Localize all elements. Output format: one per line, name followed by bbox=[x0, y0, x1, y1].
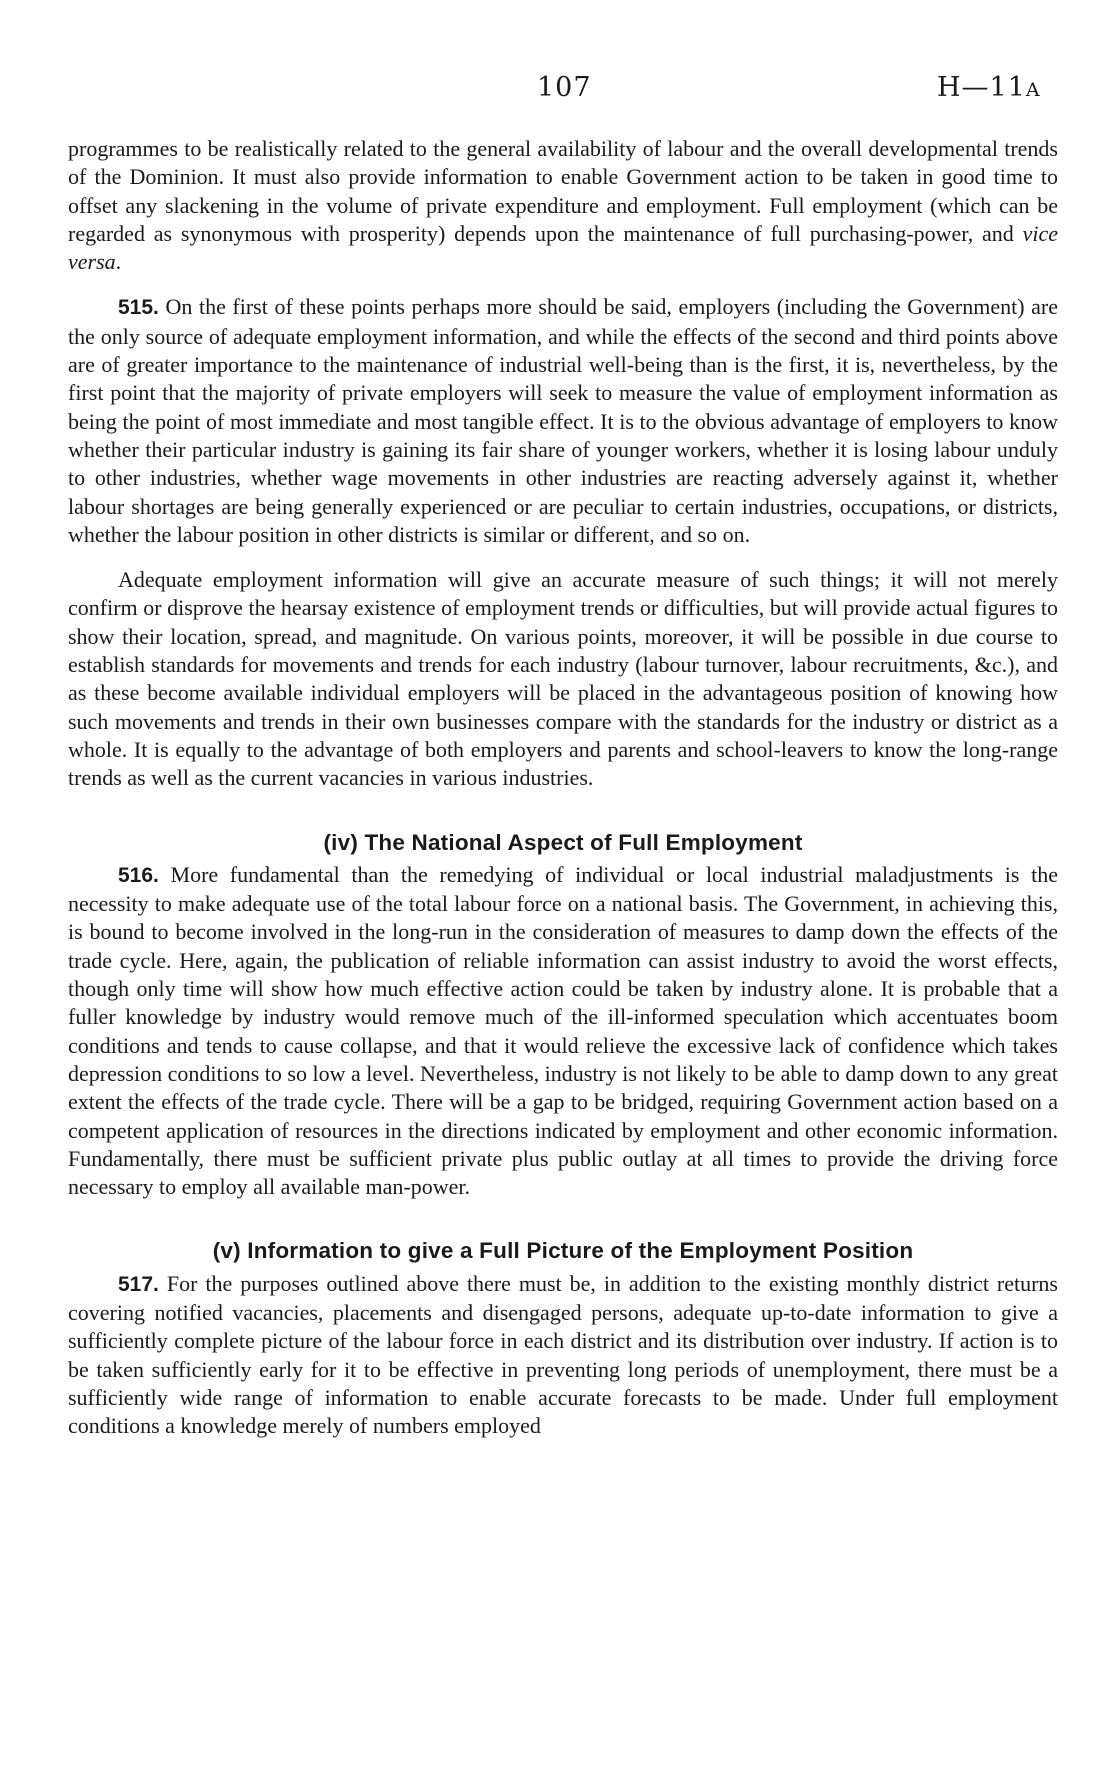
paragraph-text: More fundamental than the remedying of individual or local industrial maladjustments is the necessity to make adequate use of the total labour force on a national basis. The Government, in achieving this, is bound to become involved in the long-run in the consideration of measures to damp down the effects of the trade cycle. Here, again, the publication of reliable information can assist industry to avoid the worst effects, though only time will show how much effective action could be taken by industry alone. It is probable that a fuller knowledge by industry would remove much of the ill-informed speculation which accentuates boom conditions and tends to cause collapse, and that it would relieve the excessive lack of confidence which takes depression conditions to so low a level. Nevertheless, industry is not likely to be able to damp down to any great extent the effects of the trade cycle. There will be a gap to be bridged, requiring Government action based on a competent application of resources in the directions indicated by employment and other economic information. Fundamentally, there must be sufficient private plus public outlay at all times to provide the driving force necessary to employ all available man-power. bbox=[68, 861, 1058, 1200]
paragraph-515-second bbox=[68, 566, 1058, 792]
paragraph-text: For the purposes outlined above there must be, in addition to the existing monthly district returns covering notified vacancies, placements and disengaged persons, adequate up-to-date information to give a sufficiently complete picture of the labour force in each district and its distribution over industry. If action is to be taken sufficiently early for it to be effective in preventing long periods of unemployment, there must be a sufficiently wide range of information to enable accurate forecasts to be made. Under full employment conditions a knowledge merely of numbers employed bbox=[68, 1270, 1058, 1439]
paragraph-number: 517. bbox=[118, 1272, 159, 1296]
paragraph-number: 516. bbox=[118, 863, 159, 887]
paragraph-text: Adequate employment information will give an accurate measure of such things; it will not merely confirm or disprove the hearsay existence of employment trends or difficulties, but will provide actual figures to show their location, spread, and magnitude. On various points, moreover, it will be possible in due course to establish standards for movements and trends for each industry (labour turnover, labour recruitments, &c.), and as these become available individual employers will be placed in the advantageous position of knowing how such movements and trends in their own businesses compare with the standards for the industry or district as a whole. It is equally to the advantage of both employers and parents and school-leavers to know the long-range trends as well as the current vacancies in various industries. bbox=[68, 567, 1058, 791]
page-header bbox=[0, 72, 1114, 112]
document-code bbox=[937, 72, 1041, 103]
section-heading-iv: (iv) The National Aspect of Full Employment bbox=[323, 829, 803, 855]
paragraph-number: 515. bbox=[118, 296, 159, 320]
paragraph-515 bbox=[68, 293, 1058, 549]
document-body bbox=[68, 135, 1058, 1440]
document-code-suffix: A bbox=[1025, 79, 1041, 101]
section-heading-v: (v) Information to give a Full Picture of the Employment Position bbox=[212, 1238, 914, 1264]
paragraph-514-continued bbox=[68, 135, 1058, 276]
paragraph-text-end: . bbox=[115, 249, 122, 275]
page-number: 107 bbox=[537, 72, 592, 103]
document-code-main: H—11 bbox=[937, 72, 1026, 103]
paragraph-text: On the first of these points perhaps more should be said, employers (including the Government) are the only source of adequate employment information, and while the effects of the second and third points above are of greater importance to the maintenance of industrial well-being than is the first, it is, nevertheless, by the first point that the majority of private employers will seek to measure the value of employment information as being the point of most immediate and most tangible effect. It is to the obvious advantage of employers to know whether their particular industry is gaining its fair share of younger workers, whether it is losing labour unduly to other industries, whether wage movements in other industries are reacting adversely against it, whether labour shortages are being generally experienced or are peculiar to certain industries, occupations, or districts, whether the labour position in other districts is similar or different, and so on. bbox=[68, 294, 1058, 547]
paragraph-517 bbox=[68, 1270, 1058, 1441]
paragraph-text: programmes to be realistically related to the general availability of labour and the overall developmental trends of the Dominion. It must also provide information to enable Government action to be taken in good time to offset any slackening in the volume of private expenditure and employment. Full employment (which can be regarded as synonymous with prosperity) depends upon the maintenance of full purchasing-power, and bbox=[68, 136, 1058, 246]
italic-phrase: vice versa bbox=[68, 220, 1058, 275]
paragraph-516 bbox=[68, 861, 1058, 1202]
